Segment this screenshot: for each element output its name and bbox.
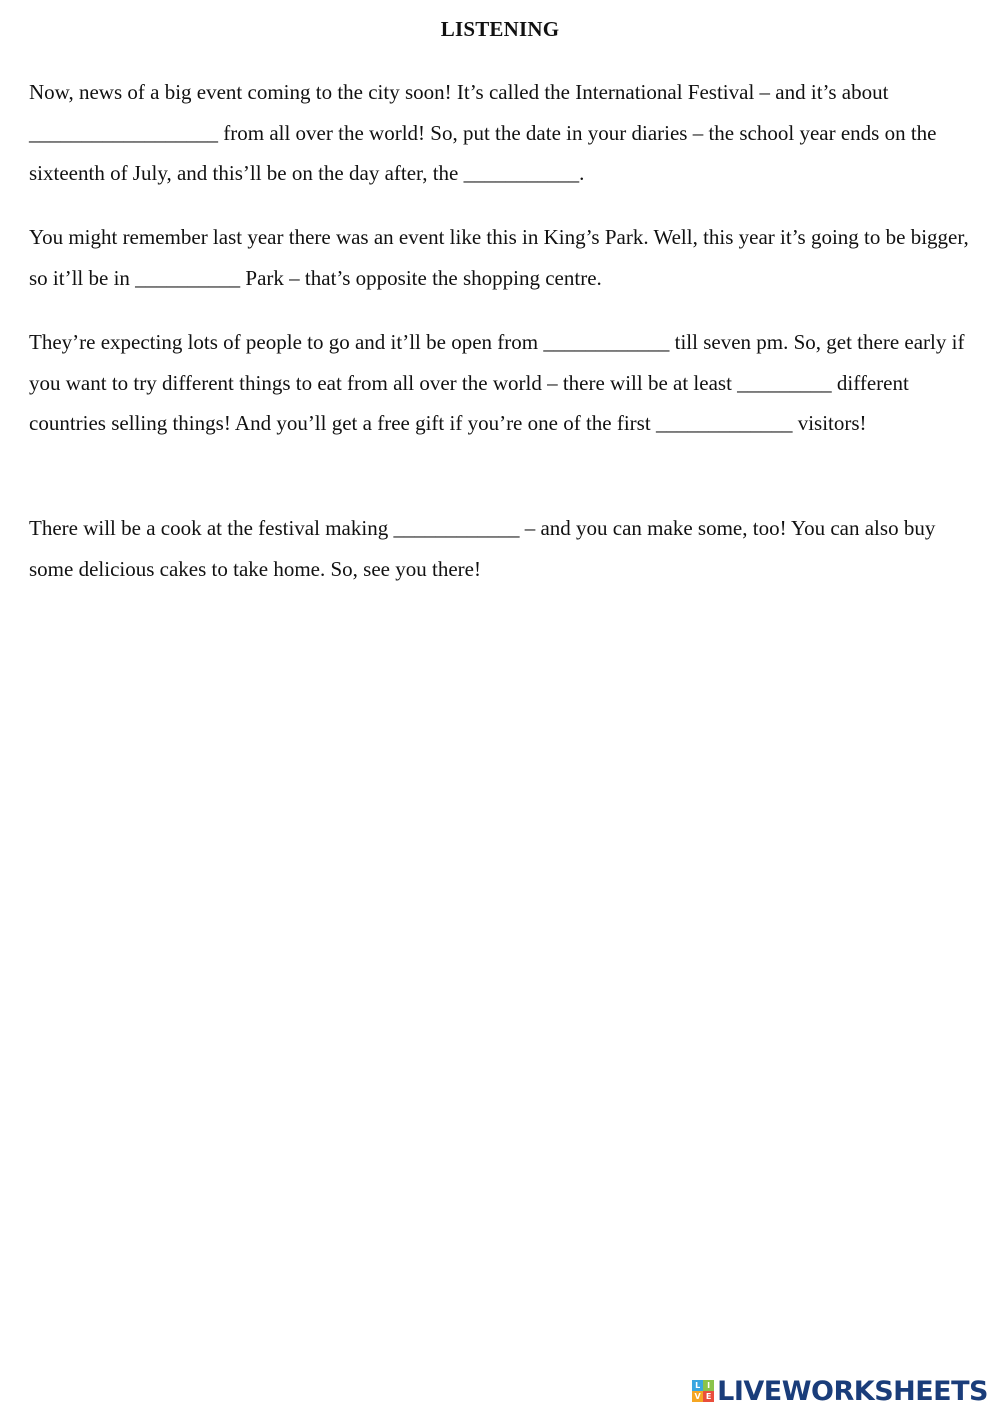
paragraph-3 xyxy=(29,322,979,444)
paragraph-text: different countries selling things! And you’ll get a free gift if you’re one of the first xyxy=(29,370,909,435)
paragraph-1 xyxy=(29,72,979,194)
answer-blank[interactable]: _____________ xyxy=(655,411,793,435)
logo-text: LIVEWORKSHEETS xyxy=(717,1375,988,1407)
paragraph-text: There will be a cook at the festival making xyxy=(29,516,394,540)
live-logo-icon xyxy=(692,1380,714,1402)
paragraph-text: – and you can make some, too! You can also buy some delicious cakes to take home. So, see you there! xyxy=(29,516,936,581)
paragraph-text: Now, news of a big event coming to the city soon! It’s called the International Festival – and it’s about xyxy=(29,80,889,104)
paragraph-2 xyxy=(29,217,979,298)
answer-blank[interactable]: _________ xyxy=(737,370,832,395)
logo-letter: I xyxy=(703,1380,714,1391)
paragraph-text: visitors! xyxy=(792,411,867,435)
paragraph-text: till seven pm. So, get there early if you want to try different things to eat from all over the world – there will be at least xyxy=(29,330,965,395)
paragraph-text: You might remember last year there was an event like this in King’s Park. Well, this year it’s going to be bigger, so it’ll be in xyxy=(29,225,969,290)
answer-blank[interactable]: ___________ xyxy=(463,161,580,185)
paragraph-text: They’re expecting lots of people to go and it’ll be open from xyxy=(29,330,544,354)
paragraph-text: . xyxy=(579,161,585,185)
answer-blank[interactable]: __________ xyxy=(135,265,241,290)
logo-letter: E xyxy=(703,1391,714,1402)
paragraph-4 xyxy=(29,508,979,589)
paragraph-text: from all over the world! So, put the date in your diaries – the school year ends on the sixteenth of July, and this’ll be on the day after, the xyxy=(29,120,937,185)
answer-blank[interactable]: __________________ xyxy=(29,120,218,145)
answer-blank[interactable]: ____________ xyxy=(393,516,520,540)
liveworksheets-logo xyxy=(692,1375,988,1407)
paragraph-text: Park – that’s opposite the shopping centre. xyxy=(240,265,602,290)
logo-letter: V xyxy=(692,1391,703,1402)
page-title: LISTENING xyxy=(440,17,560,41)
logo-letter: L xyxy=(692,1380,703,1391)
answer-blank[interactable]: ____________ xyxy=(543,330,670,354)
